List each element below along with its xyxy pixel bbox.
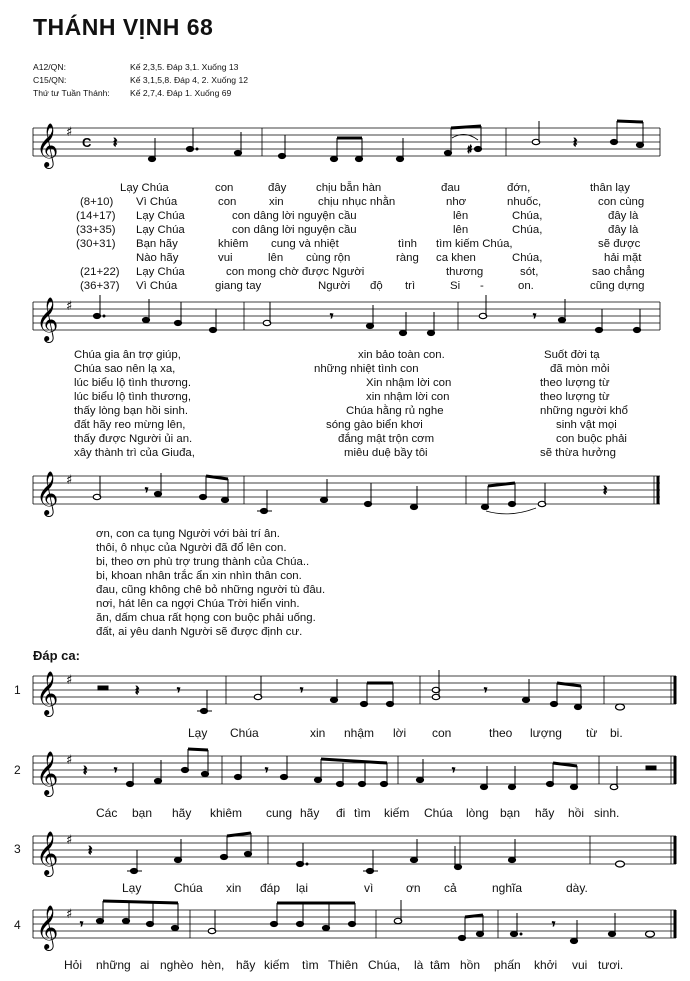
verse-3-line-8: đất, ai yêu danh Người sẽ được định cư. xyxy=(96,626,303,638)
time-signature-icon: C xyxy=(82,135,92,150)
svg-text:𝄽: 𝄽 xyxy=(573,135,578,151)
svg-text:𝄾: 𝄾 xyxy=(80,917,84,931)
verse-1-line-6: Nào hãy vui lên cùng rộn ràng ca khen Chúa, hải mặt xyxy=(136,252,642,264)
svg-text:𝄽: 𝄽 xyxy=(135,683,140,699)
response-staff-3 xyxy=(0,826,690,874)
reading-meta-c15: C15/QN: Kế 3,1,5,8. Đáp 4, 2. Xuống 12 xyxy=(33,75,249,85)
response-3-lyrics: Lạy Chúa xin đáp lại vì ơn cả nghĩa dày. xyxy=(122,881,588,895)
verse-3-line-4: bi, khoan nhân trắc ẩn xin nhìn thân con. xyxy=(96,570,302,582)
svg-text:𝄽: 𝄽 xyxy=(83,763,88,779)
response-heading: Đáp ca: xyxy=(33,648,80,663)
treble-clef-icon: 𝄞 xyxy=(36,751,59,795)
svg-text:𝄾: 𝄾 xyxy=(330,309,334,323)
verse-2-line-6: đất hãy reo mừng lên, sóng gào biển khơi sinh vật mọi xyxy=(74,419,617,431)
svg-text:♯: ♯ xyxy=(467,143,473,156)
svg-text:𝄾: 𝄾 xyxy=(533,309,537,323)
page-title: THÁNH VỊNH 68 xyxy=(33,14,214,40)
response-number: 1 xyxy=(14,683,21,697)
verse-2-line-3: lúc biểu lộ tình thương. Xin nhậm lời con theo lượng từ xyxy=(74,377,610,389)
sharp-icon: ♯ xyxy=(66,753,73,768)
verse-1-line-4: (33+35) Lạy Chúa con dâng lời nguyện cầu lên Chúa, đây là xyxy=(76,224,639,236)
response-staff-2 xyxy=(0,746,690,794)
verse-1-line-1: Lạy Chúa con đây chịu bẵn hàn đau đớn, thân lạy xyxy=(120,182,630,194)
verse-2-line-1: Chúa gia ân trợ giúp, xin bảo toàn con. Suốt đời tạ xyxy=(74,349,600,361)
sharp-icon: ♯ xyxy=(66,673,73,688)
treble-clef-icon: 𝄞 xyxy=(36,471,59,515)
svg-text:𝄾: 𝄾 xyxy=(145,483,149,497)
verse-2-line-4: lúc biểu lộ tình thương, xin nhậm lời con theo lượng từ xyxy=(74,391,610,403)
response-1-lyrics: Lạy Chúa xin nhậm lời con theo lượng từ bi. xyxy=(188,726,623,740)
verse-3-line-1: ơn, con ca tụng Người với bài trí ân. xyxy=(96,528,280,540)
treble-clef-icon: 𝄞 xyxy=(36,297,59,341)
reading-meta-a12: A12/QN: Kế 2,3,5. Đáp 3,1. Xuống 13 xyxy=(33,62,239,72)
response-number: 3 xyxy=(14,842,21,856)
svg-text:𝄾: 𝄾 xyxy=(300,683,304,697)
response-number: 4 xyxy=(14,918,21,932)
verse-2-line-8: xây thành trì của Giuđa, miêu duệ bầy tôi sẽ thừa hưởng xyxy=(74,447,616,459)
sharp-icon: ♯ xyxy=(66,907,73,922)
verse-1-line-5: (30+31) Bạn hãy khiêm cung và nhiệt tình tìm kiếm Chúa, sẽ được xyxy=(76,238,641,250)
svg-text:𝄾: 𝄾 xyxy=(552,917,556,931)
svg-text:𝄾: 𝄾 xyxy=(265,763,269,777)
music-staff-1 xyxy=(0,118,690,178)
svg-text:𝄾: 𝄾 xyxy=(114,763,118,777)
svg-text:𝄽: 𝄽 xyxy=(603,483,608,499)
sharp-icon: ♯ xyxy=(66,125,73,140)
verse-2-line-7: thấy được Người ủi an. đắng mật trộn cơm con buộc phải xyxy=(74,433,627,445)
verse-3-line-2: thôi, ô nhục của Người đã đổ lên con. xyxy=(96,542,287,554)
svg-text:𝄾: 𝄾 xyxy=(484,683,488,697)
response-2-lyrics: Các bạn hãy khiêm cung hãy đi tìm kiếm Chúa lòng bạn hãy hồi sinh. xyxy=(96,806,620,820)
sharp-icon: ♯ xyxy=(66,833,73,848)
treble-clef-icon: 𝄞 xyxy=(36,671,59,715)
music-staff-2 xyxy=(0,292,690,348)
verse-2-line-2: Chúa sao nên lạ xa, những nhiệt tình con đã mòn mỏi xyxy=(74,363,610,375)
verse-1-line-2: (8+10) Vì Chúa con xin chịu nhục nhằn nhơ nhuốc, con cùng xyxy=(80,196,645,208)
verse-1-line-8: (36+37) Vì Chúa giang tay Người độ trì Si - on. cũng dựng xyxy=(80,280,645,292)
svg-text:𝄾: 𝄾 xyxy=(177,683,181,697)
verse-3-line-6: nơi, hát lên ca ngợi Chúa Trời hiển vinh. xyxy=(96,598,300,610)
sharp-icon: ♯ xyxy=(66,299,73,314)
response-staff-4 xyxy=(0,900,690,950)
verse-3-line-5: đau, cũng không chê bỏ những người tù đâu. xyxy=(96,584,326,596)
verse-1-line-7: (21+22) Lạy Chúa con mong chờ được Người thương sót, sao chẳng xyxy=(80,266,645,278)
treble-clef-icon: 𝄞 xyxy=(36,831,59,875)
response-number: 2 xyxy=(14,763,21,777)
verse-3-line-7: ăn, dấm chua rất họng con buộc phải uống. xyxy=(96,612,316,624)
verse-2-line-5: thấy lòng bạn hồi sinh. Chúa hằng rủ nghe những người khổ xyxy=(74,405,628,417)
reading-meta-holy-wednesday: Thứ tư Tuần Thánh: Kế 2,7,4. Đáp 1. Xuống 69 xyxy=(33,88,232,98)
treble-clef-icon: 𝄞 xyxy=(36,123,59,167)
verse-3-line-3: bi, theo ơn phù trợ trung thành của Chúa.. xyxy=(96,556,310,568)
svg-text:𝄽: 𝄽 xyxy=(113,135,118,151)
response-staff-1 xyxy=(0,666,690,714)
treble-clef-icon: 𝄞 xyxy=(36,905,59,949)
response-4-lyrics: Hỏi những ai nghèo hèn, hãy kiếm tìm Thiên Chúa, là tâm hồn phấn khởi vui tươi. xyxy=(64,958,624,972)
verse-1-line-3: (14+17) Lạy Chúa con dâng lời nguyện cầu lên Chúa, đây là xyxy=(76,210,639,222)
music-staff-3 xyxy=(0,466,690,524)
sharp-icon: ♯ xyxy=(66,473,73,488)
svg-text:𝄽: 𝄽 xyxy=(88,843,93,859)
svg-text:𝄾: 𝄾 xyxy=(452,763,456,777)
